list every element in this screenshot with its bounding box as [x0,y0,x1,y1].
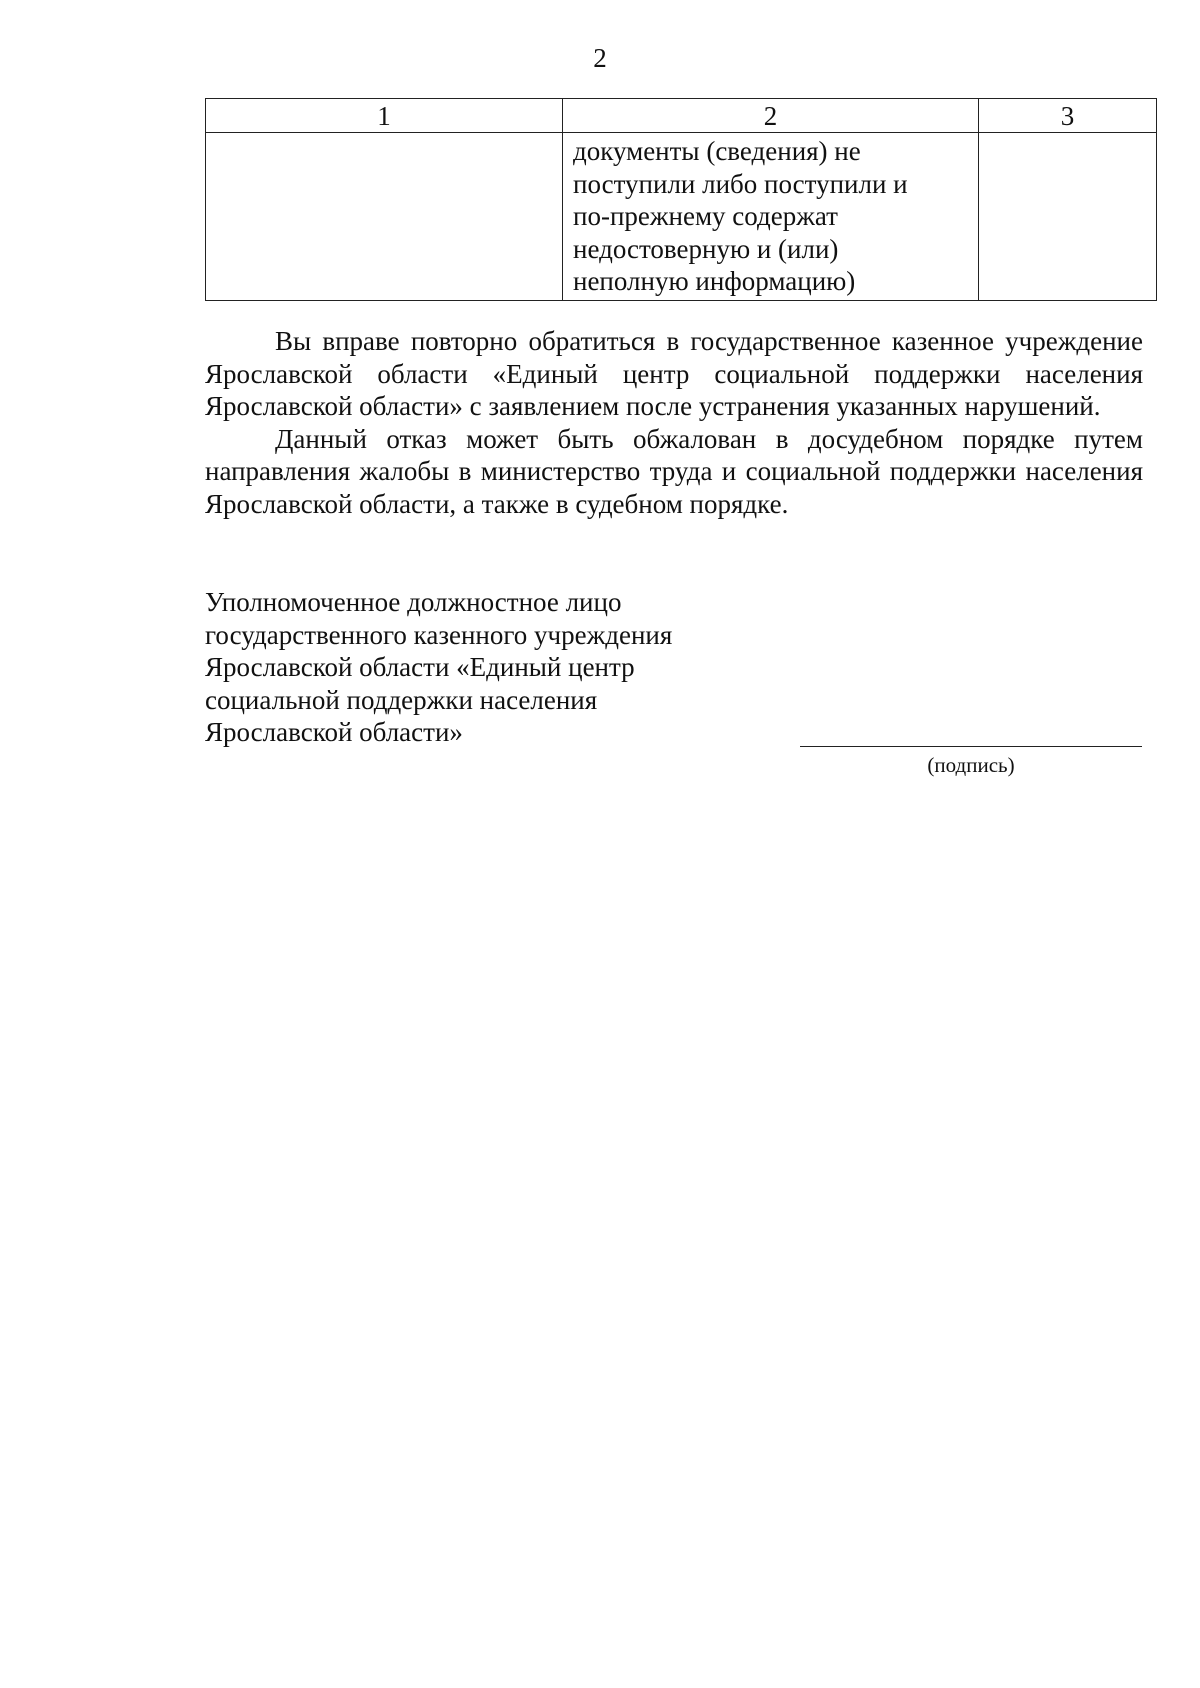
document-table [205,98,1157,301]
cell-line: по-прежнему содержат [573,201,838,231]
table-cell-description [563,133,979,301]
signatory-line: государственного казенного учреждения [205,619,673,650]
table-row [206,133,1157,301]
signatory-line: Уполномоченное должностное лицо [205,587,622,617]
paragraph-reapply: Вы вправе повторно обратиться в государственное казенное учреждение Ярославской области «Единый центр социальной поддержки населения Ярославской области» с заявлением после устранения указанных нарушений. [205,326,1143,421]
table-header-row [206,99,1157,133]
body-text [205,325,1143,520]
signatory-line: социальной поддержки населения [205,684,598,715]
signatory-block [205,586,765,749]
table-header-cell: 3 [979,99,1157,133]
signature-caption: (подпись) [927,753,1015,777]
cell-line: неполную информацию) [573,266,856,296]
cell-line: поступили либо поступили и [573,168,908,199]
cell-line: документы (сведения) не [573,136,861,166]
page-number: 2 [593,43,607,73]
signatory-line: Ярославской области» [205,717,463,747]
paragraph-appeal: Данный отказ может быть обжалован в досудебном порядке путем направления жалобы в министерство труда и социальной поддержки населения Ярославской области, а также в судебном порядке. [205,423,1143,519]
table-cell-empty [206,133,563,301]
table-header-cell: 1 [206,99,563,133]
signatory-line: Ярославской области «Единый центр [205,652,635,682]
cell-line: недостоверную и (или) [573,233,839,264]
signature-line [800,746,1142,747]
table-header-cell: 2 [563,99,979,133]
table-cell-empty [979,133,1157,301]
